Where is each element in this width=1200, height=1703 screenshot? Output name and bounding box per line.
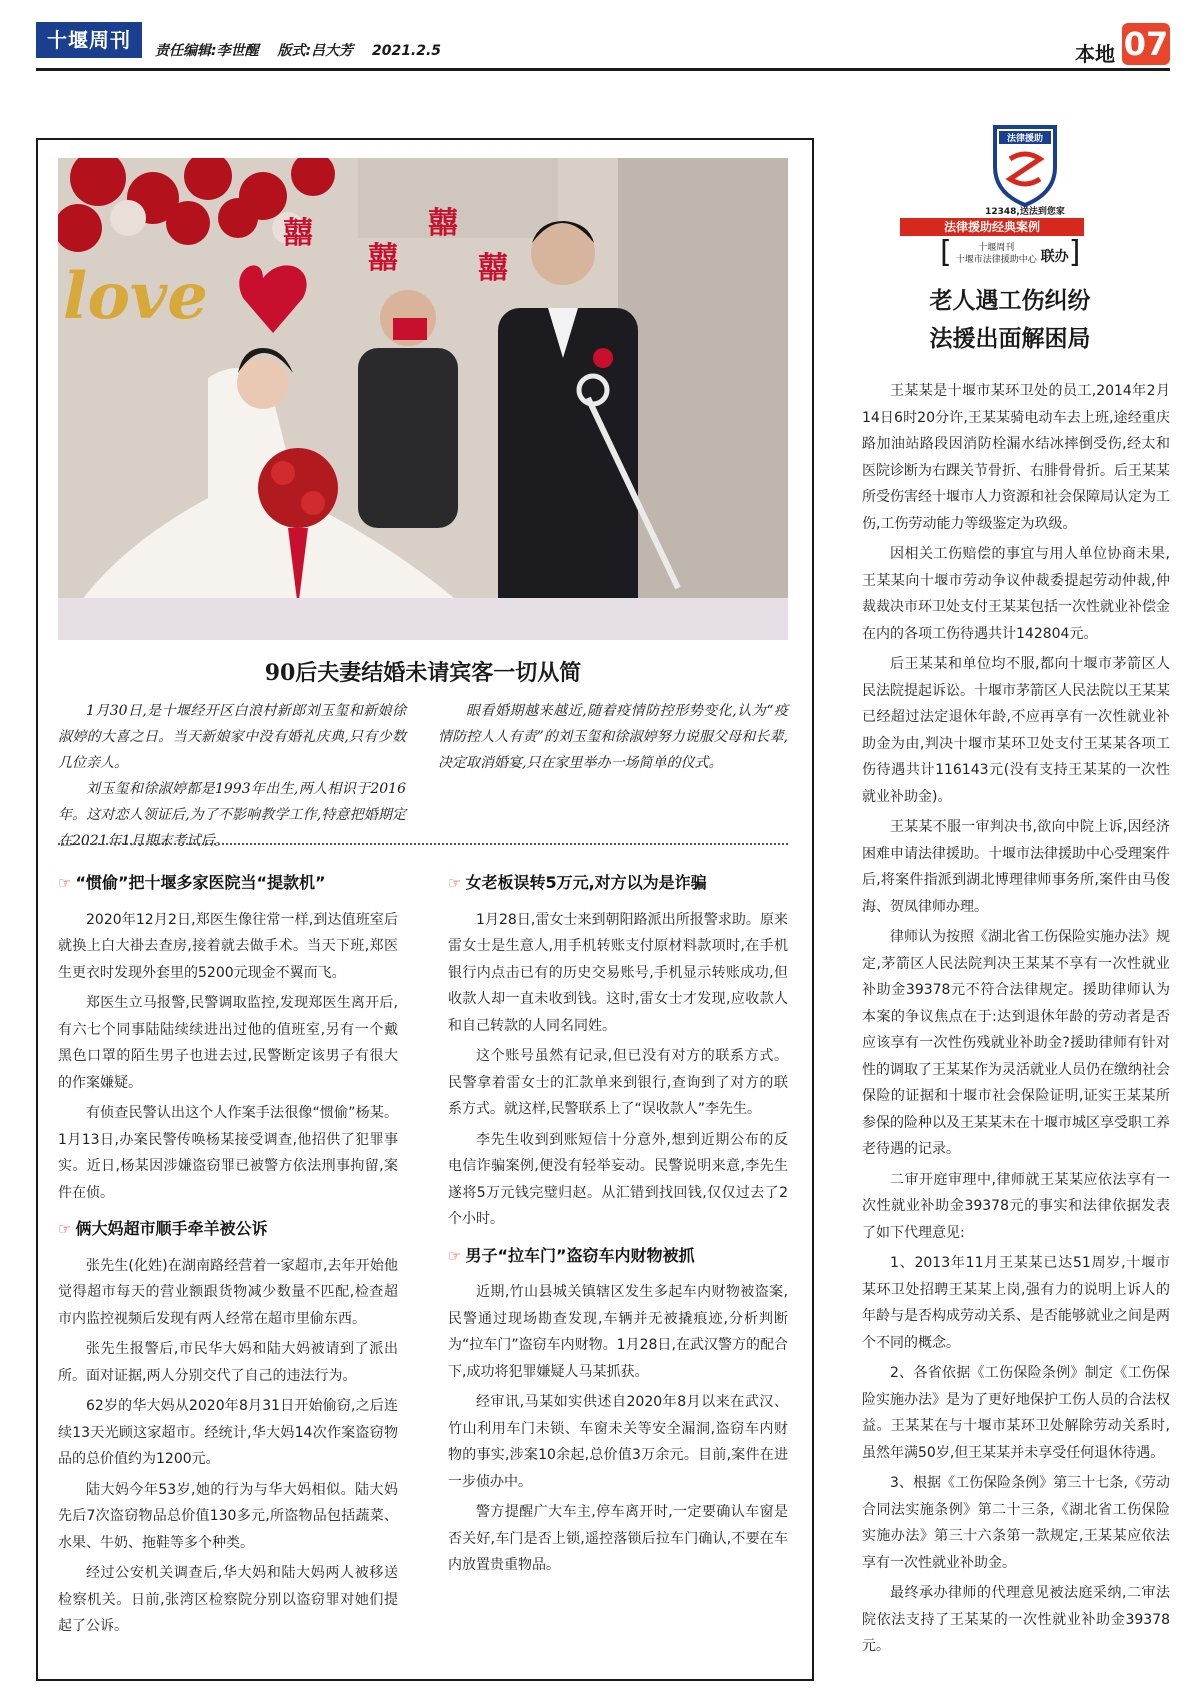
legal-aid-logo [990, 123, 1060, 207]
section-name: 本地 [1075, 42, 1115, 66]
news-heading: ☞ 俩大妈超市顺手牵羊被公诉 [58, 1219, 268, 1238]
news-paragraph: 警方提醒广大车主,停车离开时,一定要确认车窗是否关好,车门是否上锁,遥控落锁后拉车门确认,不要在车内放置贵重物品。 [448, 1504, 788, 1573]
header-rule [36, 68, 1170, 71]
news-paragraph: 张先生(化姓)在湖南路经营着一家超市,去年开始他觉得超市每天的营业额跟货物减少数量不匹配,检查超市内监控视频后发现有两人经常在超市里偷东西。 [58, 1257, 398, 1327]
svg-text:love: love [63, 259, 208, 334]
lead-paragraph: 刘玉玺和徐淑婷都是1993年出生,两人相识于2016年。这对恋人领证后,为了不影响教学工作,特意把婚期定在2021年1月期末考试后。 [58, 781, 406, 849]
feature-lead-right [438, 698, 788, 776]
page-number: 07 [1123, 25, 1169, 63]
legal-title-line: 法援出面解困局 [929, 325, 1091, 352]
legal-title [860, 282, 1160, 358]
svg-text:囍: 囍 [283, 216, 313, 251]
legal-paragraph: 最终承办律师的代理意见被法庭采纳,二审法院依法支持了王某某的一次性就业补助金39378元。 [862, 1585, 1170, 1654]
bracket-left: [ [940, 235, 952, 270]
news-column-left [58, 860, 398, 1644]
svg-text:囍: 囍 [428, 206, 458, 241]
legal-paragraph: 1、2013年11月王某某已达51周岁,十堰市某环卫处招聘王某某上岗,强有力的说明上诉人的年龄与是否构成劳动关系、是否能够就业之间是两个不同的概念。 [862, 1255, 1170, 1351]
news-paragraph: 62岁的华大妈从2020年8月31日开始偷窃,之后连续13天光顾这家超市。经统计,华大妈14次作案盗窃物品的总价值约为1200元。 [58, 1398, 398, 1467]
svg-text:囍: 囍 [478, 251, 508, 286]
legal-paragraph: 后王某某和单位均不服,都向十堰市茅箭区人民法院提起诉讼。十堰市茅箭区人民法院以王某某已经超过法定退休年龄,不应再享有一次性就业补助金为由,判决十堰市某环卫处支付王某某各项工伤待遇共计116143元(没有支持王某某的一次性就业补助金)。 [862, 656, 1170, 805]
feature-title: 90后夫妻结婚未请宾客一切从简 [264, 660, 582, 686]
news-heading: ☞ 女老板误转5万元,对方以为是诈骗 [448, 873, 707, 892]
news-heading: ☞ 男子“拉车门”盗窃车内财物被抓 [448, 1245, 695, 1265]
layout-credit: 版式:吕大芳 [277, 43, 354, 59]
bracket-right: ] [1068, 235, 1081, 270]
news-paragraph: 近期,竹山县城关镇辖区发生多起车内财物被盗案,民警通过现场勘查发现,车辆并无被撬痕迹,分析判断为“拉车门”盗窃车内财物。1月28日,在武汉警方的配合下,成功将犯罪嫌疑人马某抓获。 [448, 1284, 788, 1380]
co-organizers [940, 235, 1081, 270]
legal-title-line: 老人遇工伤纠纷 [929, 287, 1091, 314]
logo-text: 法律援助 [1006, 134, 1044, 144]
wedding-photo-illustration [58, 158, 788, 640]
wedding-photo [58, 158, 788, 640]
news-paragraph: 经审讯,马某如实供述自2020年8月以来在武汉、竹山利用车门未锁、车窗未关等安全漏洞,盗窃车内财物的事实,涉案10余起,总价值3万余元。目前,案件在进一步侦办中。 [448, 1394, 788, 1490]
lead-paragraph: 1月30日,是十堰经开区白浪村新郎刘玉玺和新娘徐淑婷的大喜之日。当天新娘家中没有婚礼庆典,只有少数几位亲人。 [58, 703, 406, 771]
partner-suffix: 联办 [1040, 249, 1069, 265]
news-paragraph: 2020年12月2日,郑医生像往常一样,到达值班室后就换上白大褂去查房,接着就去做手术。当天下班,郑医生更衣时发现外套里的5200元现金不翼而飞。 [58, 911, 398, 981]
legal-paragraph: 因相关工伤赔偿的事宜与用人单位协商未果,王某某向十堰市劳动争议仲裁委提起劳动仲裁,仲裁裁决市环卫处支付王某某包括一次性就业补偿金在内的各项工伤待遇共计142804元。 [862, 546, 1170, 642]
news-paragraph: 有侦查民警认出这个人作案手法很像“惯偷”杨某。1月13日,办案民警传唤杨某接受调查,他招供了犯罪事实。近日,杨某因涉嫌盗窃罪已被警方依法刑事拘留,案件在侦。 [58, 1105, 398, 1201]
news-paragraph: 李先生收到到账短信十分意外,想到近期公布的反电信诈骗案例,便没有轻举妄动。民警说明来意,李先生遂将5万元钱完璧归赵。从汇错到找回钱,仅仅过去了2个小时。 [448, 1131, 788, 1227]
news-paragraph: 陆大妈今年53岁,她的行为与华大妈相似。陆大妈先后7次盗窃物品总价值130多元,所盗物品包括蔬菜、水果、牛奶、拖鞋等多个种类。 [58, 1481, 398, 1551]
legal-paragraph: 王某某是十堰市某环卫处的员工,2014年2月14日6时20分许,王某某骑电动车去上班,途经重庆路加油站路段因消防栓漏水结冰摔倒受伤,经太和医院诊断为右踝关节骨折、右腓骨骨折。后王某某所受伤害经十堰市人力资源和社会保障局认定为工伤,工伤劳动能力等级鉴定为玖级。 [862, 383, 1170, 532]
news-column-right [448, 860, 788, 1583]
legal-paragraph: 3、根据《工伤保险条例》第三十七条,《劳动合同法实施条例》第二十三条,《湖北省工伤保险实施办法》第三十六条第一款规定,王某某应依法享有一次性就业补助金。 [862, 1475, 1170, 1571]
section-divider [58, 843, 788, 845]
news-paragraph: 张先生报警后,市民华大妈和陆大妈被请到了派出所。面对证据,两人分别交代了自己的违法行为。 [58, 1341, 398, 1384]
pointing-hand-icon: ☞ [448, 874, 462, 892]
feature-lead-left [58, 698, 406, 854]
pointing-hand-icon: ☞ [58, 874, 72, 892]
masthead-logo: 十堰周刊 [36, 22, 142, 58]
issue-date: 2021.2.5 [371, 43, 442, 59]
legal-paragraph: 2、各省依据《工伤保险条例》制定《工伤保险实施办法》是为了更好地保护工伤人员的合法权益。王某某在与十堰市某环卫处解除劳动关系时,虽然年满50岁,但王某某并未享受任何退休待遇。 [862, 1365, 1170, 1461]
legal-paragraph: 二审开庭审理中,律师就王某某应依法享有一次性就业补助金39378元的事实和法律依据发表了如下代理意见: [862, 1171, 1170, 1241]
news-paragraph: 郑医生立马报警,民警调取监控,发现郑医生离开后,有六七个同事陆陆续续进出过他的值班室,另有一个戴黑色口罩的陌生男子也进去过,民警断定该男子有很大的作案嫌疑。 [58, 995, 398, 1091]
editor-credit: 责任编辑:李世醒 [155, 43, 259, 59]
news-paragraph: 经过公安机关调查后,华大妈和陆大妈两人被移送检察机关。日前,张湾区检察院分别以盗窃罪对她们提起了公诉。 [58, 1565, 398, 1634]
hotline-text: 12348,送法到您家 [985, 207, 1065, 217]
pointing-hand-icon: ☞ [58, 1220, 72, 1238]
partner-names: 十堰周刊 十堰市法律援助中心 [955, 243, 1037, 265]
header-credits [155, 40, 455, 60]
case-tag: 法律援助经典案例 [900, 218, 1084, 236]
news-paragraph: 这个账号虽然有记录,但已没有对方的联系方式。民警拿着雷女士的汇款单来到银行,查询到了对方的联系方式。就这样,民警联系上了“误收款人”李先生。 [448, 1048, 788, 1117]
legal-body [862, 378, 1170, 1664]
news-paragraph: 1月28日,雷女士来到朝阳路派出所报警求助。原来雷女士是生意人,用手机转账支付原材料款项时,在手机银行内点击已有的历史交易账号,手机显示转账成功,但收款人却一直未收到钱。这时,雷女士才发现,应收款人和自己转款的人同名同姓。 [448, 911, 788, 1034]
pointing-hand-icon: ☞ [448, 1246, 462, 1265]
svg-text:囍: 囍 [368, 241, 398, 276]
legal-paragraph: 王某某不服一审判决书,欲向中院上诉,因经济困难申请法律援助。十堰市法律援助中心受理案件后,将案件指派到湖北博理律师事务所,案件由马俊海、贺凤律师办理。 [862, 819, 1170, 915]
lead-paragraph: 眼看婚期越来越近,随着疫情防控形势变化,认为“疫情防控人人有责”的刘玉玺和徐淑婷努力说服父母和长辈,决定取消婚宴,只在家里举办一场简单的仪式。 [438, 703, 788, 771]
news-heading: ☞ “惯偷”把十堰多家医院当“提款机” [58, 873, 326, 892]
legal-paragraph: 律师认为按照《湖北省工伤保险实施办法》规定,茅箭区人民法院判决王某某不享有一次性就业补助金39378元不符合法律规定。援助律师认为本案的争议焦点在于:达到退休年龄的劳动者是否应该享有一次性伤残就业补助金?援助律师有针对性的调取了王某某作为灵活就业人员仍在缴纳社会保险的证据和十堰市社会保险证明,证实王某某所参保的险种以及王某某未在十堰市城区享受职工养老待遇的记录。 [862, 929, 1170, 1157]
